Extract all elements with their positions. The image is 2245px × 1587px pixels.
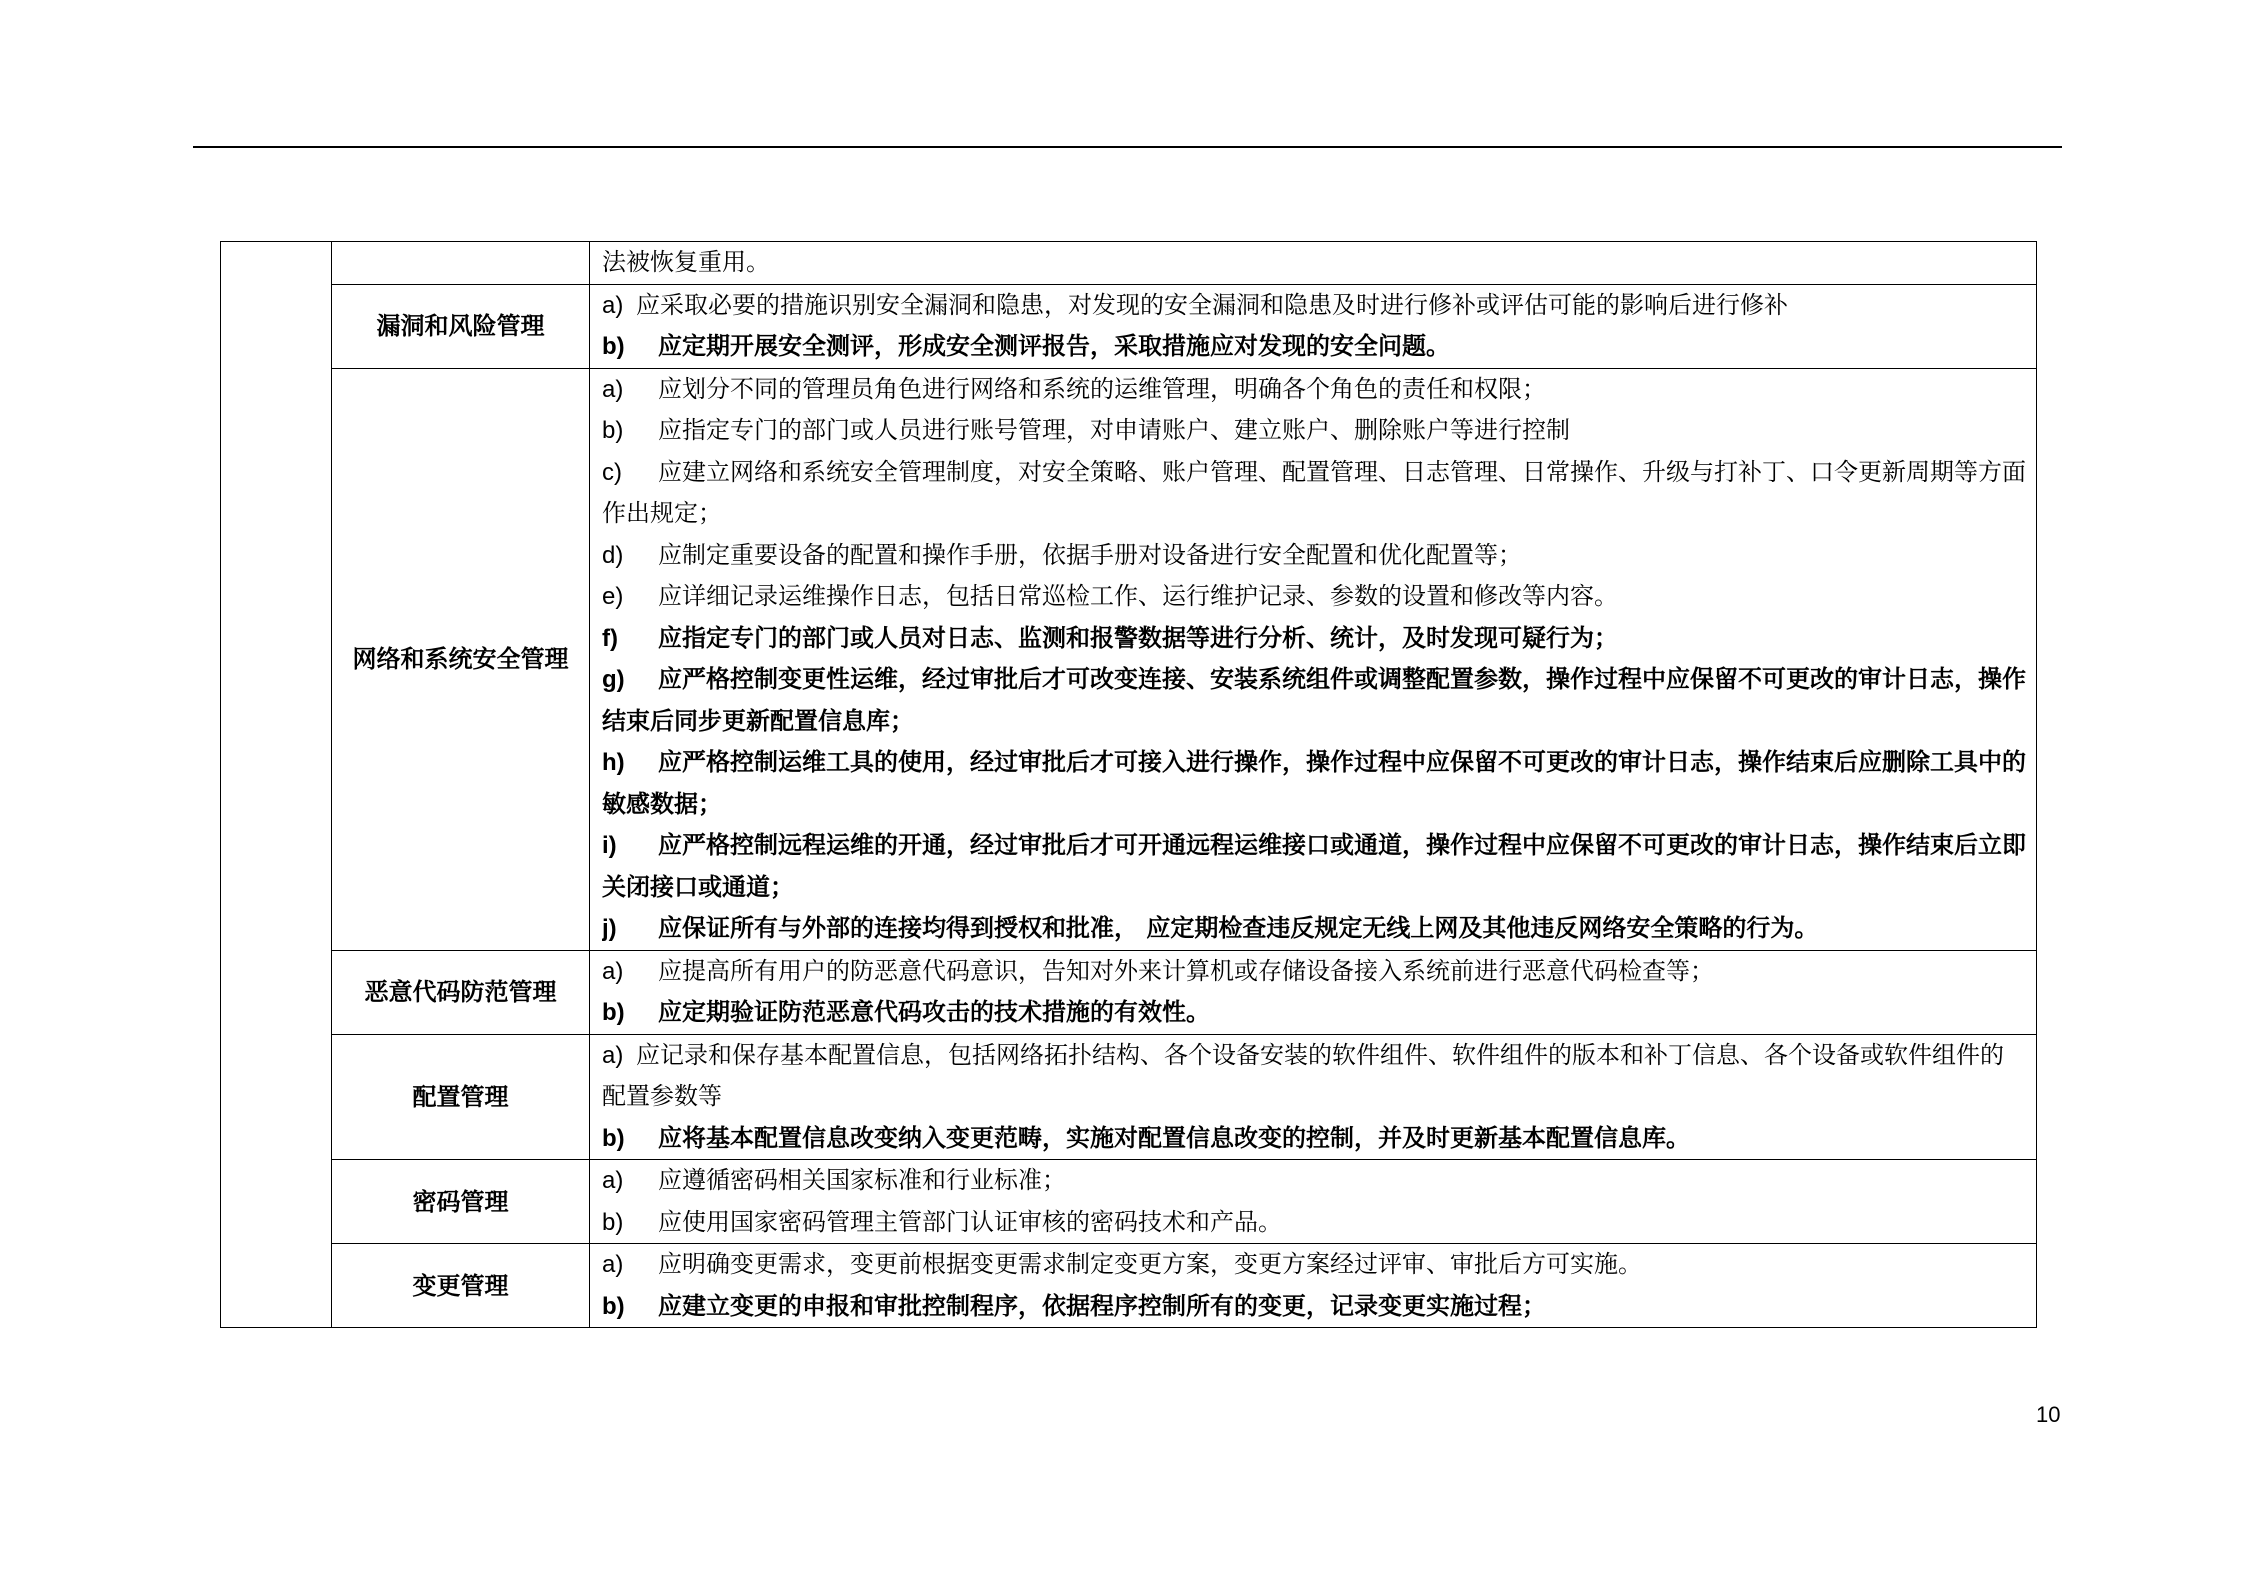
list-item	[602, 1202, 2026, 1244]
list-item	[602, 992, 2026, 1034]
category-vulnerability-risk: 漏洞和风险管理	[332, 284, 590, 368]
table-row-continuation	[221, 242, 2037, 285]
page-number: 10	[2036, 1402, 2061, 1427]
list-item	[602, 369, 2026, 411]
item-text: 应记录和保存基本配置信息，包括网络拓扑结构、各个设备安装的软件组件、软件组件的版本和补丁信息、各个设备或软件组件的配置参数等	[602, 1040, 2004, 1110]
item-label: f)	[602, 624, 618, 652]
item-label: d)	[602, 541, 624, 569]
list-item	[602, 452, 2026, 535]
item-text: 应详细记录运维操作日志，包括日常巡检工作、运行维护记录、参数的设置和修改等内容。	[658, 582, 1618, 610]
requirement-cell	[590, 1244, 2037, 1328]
category-configuration: 配置管理	[332, 1034, 590, 1160]
item-label: a)	[602, 1167, 624, 1194]
item-label: a)	[602, 375, 624, 403]
requirement-cell	[590, 284, 2037, 368]
table-row-vulnerability	[221, 284, 2037, 368]
item-text: 应将基本配置信息改变纳入变更范畴，实施对配置信息改变的控制，并及时更新基本配置信息库。	[658, 1123, 1690, 1152]
item-label: b)	[602, 1124, 625, 1152]
list-item	[602, 1244, 2026, 1286]
requirements-table-wrapper	[220, 241, 2036, 1328]
item-label: a)	[602, 957, 624, 985]
item-text: 应严格控制变更性运维，经过审批后才可改变连接、安装系统组件或调整配置参数，操作过程中应保留不可更改的审计日志，操作结束后同步更新配置信息库；	[602, 665, 2026, 735]
item-text: 应使用国家密码管理主管部门认证审核的密码技术和产品。	[658, 1207, 1282, 1236]
table-row-crypto	[221, 1160, 2037, 1244]
header-rule	[193, 146, 2062, 148]
section-cell-empty	[221, 242, 332, 1328]
category-network-system-security: 网络和系统安全管理	[332, 368, 590, 950]
list-item	[602, 742, 2026, 825]
list-item	[602, 576, 2026, 618]
category-cryptography: 密码管理	[332, 1160, 590, 1244]
item-text: 应制定重要设备的配置和操作手册，依据手册对设备进行安全配置和优化配置等；	[658, 540, 1522, 569]
list-item	[602, 1286, 2026, 1328]
table-row-network-system	[221, 368, 2037, 950]
requirement-cell	[590, 242, 2037, 285]
list-item	[602, 659, 2026, 742]
list-item	[602, 285, 2026, 327]
item-label: j)	[602, 915, 617, 942]
item-label: e)	[602, 583, 624, 610]
item-label: a)	[602, 291, 624, 319]
item-text: 应提高所有用户的防恶意代码意识，告知对外来计算机或存储设备接入系统前进行恶意代码检查等；	[658, 956, 1714, 985]
item-label: b)	[602, 999, 625, 1026]
list-item	[602, 410, 2026, 452]
item-text: 应严格控制运维工具的使用，经过审批后才可接入进行操作，操作过程中应保留不可更改的审计日志，操作结束后应删除工具中的敏感数据；	[602, 748, 2026, 818]
item-label: g)	[602, 666, 625, 693]
item-text: 应遵循密码相关国家标准和行业标准；	[658, 1166, 1066, 1194]
item-label: c)	[602, 458, 622, 486]
list-item	[602, 1160, 2026, 1202]
list-item	[602, 1035, 2026, 1118]
item-label: h)	[602, 749, 625, 776]
item-text: 应指定专门的部门或人员进行账号管理，对申请账户、建立账户、删除账户等进行控制	[658, 416, 1570, 444]
requirement-cell	[590, 950, 2037, 1034]
item-text: 应指定专门的部门或人员对日志、监测和报警数据等进行分析、统计，及时发现可疑行为；	[658, 623, 1618, 652]
item-label: b)	[602, 333, 625, 360]
item-text: 应明确变更需求，变更前根据变更需求制定变更方案，变更方案经过评审、审批后方可实施。	[658, 1250, 1642, 1278]
item-text: 应采取必要的措施识别安全漏洞和隐患，对发现的安全漏洞和隐患及时进行修补或评估可能的影响后进行修补	[636, 290, 1788, 319]
requirement-cell	[590, 1034, 2037, 1160]
requirement-cell	[590, 368, 2037, 950]
list-item	[602, 825, 2026, 908]
item-label: a)	[602, 1041, 624, 1069]
item-label: i)	[602, 832, 617, 859]
item-label: b)	[602, 1292, 625, 1320]
table-row-malware	[221, 950, 2037, 1034]
item-text: 应保证所有与外部的连接均得到授权和批准， 应定期检查违反规定无线上网及其他违反网络安全策略的行为。	[658, 914, 1819, 942]
item-label: b)	[602, 1208, 624, 1236]
requirements-table	[220, 241, 2037, 1328]
requirement-cell	[590, 1160, 2037, 1244]
table-row-change	[221, 1244, 2037, 1328]
item-label: b)	[602, 417, 624, 444]
continuation-text: 法被恢复重用。	[602, 248, 770, 276]
list-item	[602, 908, 2026, 950]
list-item	[602, 326, 2026, 368]
item-text: 应建立变更的申报和审批控制程序，依据程序控制所有的变更，记录变更实施过程；	[658, 1291, 1546, 1320]
item-text: 应严格控制远程运维的开通，经过审批后才可开通远程运维接口或通道，操作过程中应保留不可更改的审计日志，操作结束后立即关闭接口或通道；	[602, 831, 2026, 901]
list-item	[602, 951, 2026, 993]
item-text: 应划分不同的管理员角色进行网络和系统的运维管理，明确各个角色的责任和权限；	[658, 374, 1546, 403]
list-item	[602, 618, 2026, 660]
category-change: 变更管理	[332, 1244, 590, 1328]
item-text: 应建立网络和系统安全管理制度，对安全策略、账户管理、配置管理、日志管理、日常操作、升级与打补丁、口令更新周期等方面作出规定；	[602, 457, 2026, 527]
list-item	[602, 1118, 2026, 1160]
table-row-configuration	[221, 1034, 2037, 1160]
item-label: a)	[602, 1251, 624, 1278]
category-malware-prevention: 恶意代码防范管理	[332, 950, 590, 1034]
list-item	[602, 535, 2026, 577]
category-cell-empty	[332, 242, 590, 285]
item-text: 应定期开展安全测评，形成安全测评报告，采取措施应对发现的安全问题。	[658, 332, 1450, 360]
item-text: 应定期验证防范恶意代码攻击的技术措施的有效性。	[658, 998, 1210, 1026]
